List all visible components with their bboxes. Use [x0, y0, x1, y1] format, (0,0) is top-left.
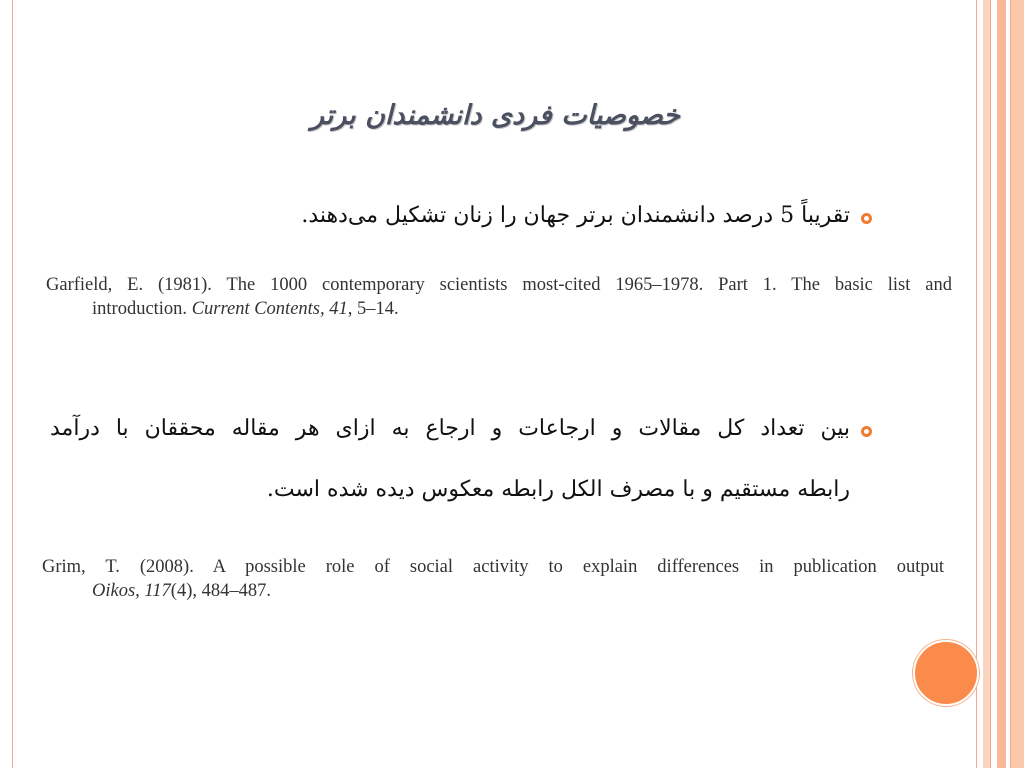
bullet-text-1: تقریباً 5 درصد دانشمندان برتر جهان را زنان تشکیل می‌دهند.	[301, 203, 850, 228]
reference-grim-line2: Oikos, 117(4), 484–487.	[92, 581, 271, 601]
bullet-circle-icon	[861, 426, 872, 437]
bullet-text-2-line2: رابطه مستقیم و با مصرف الکل رابطه معکوس دیده شده است.	[266, 477, 850, 502]
reference-garfield-line2: introduction. Current Contents, 41, 5–14.	[92, 299, 399, 319]
right-frame-stripes	[976, 0, 1024, 768]
bullet-text-2-line1: بین تعداد کل مقالات و ارجاعات و ارجاع به ازای هر مقاله محققان با درآمد	[50, 416, 850, 441]
reference-grim-line1: Grim, T. (2008). A possible role of social activity to explain differences in publication output	[42, 557, 944, 577]
left-frame-border	[0, 0, 13, 768]
reference-grim	[42, 555, 944, 603]
decorative-orange-circle	[913, 640, 979, 706]
reference-garfield-line1: Garfield, E. (1981). The 1000 contemporary scientists most-cited 1965–1978. Part 1. The basic list and	[46, 275, 952, 295]
bullet-circle-icon	[861, 213, 872, 224]
slide-title: خصوصیات فردی دانشمندان برتر	[310, 100, 680, 131]
reference-garfield	[46, 273, 952, 321]
